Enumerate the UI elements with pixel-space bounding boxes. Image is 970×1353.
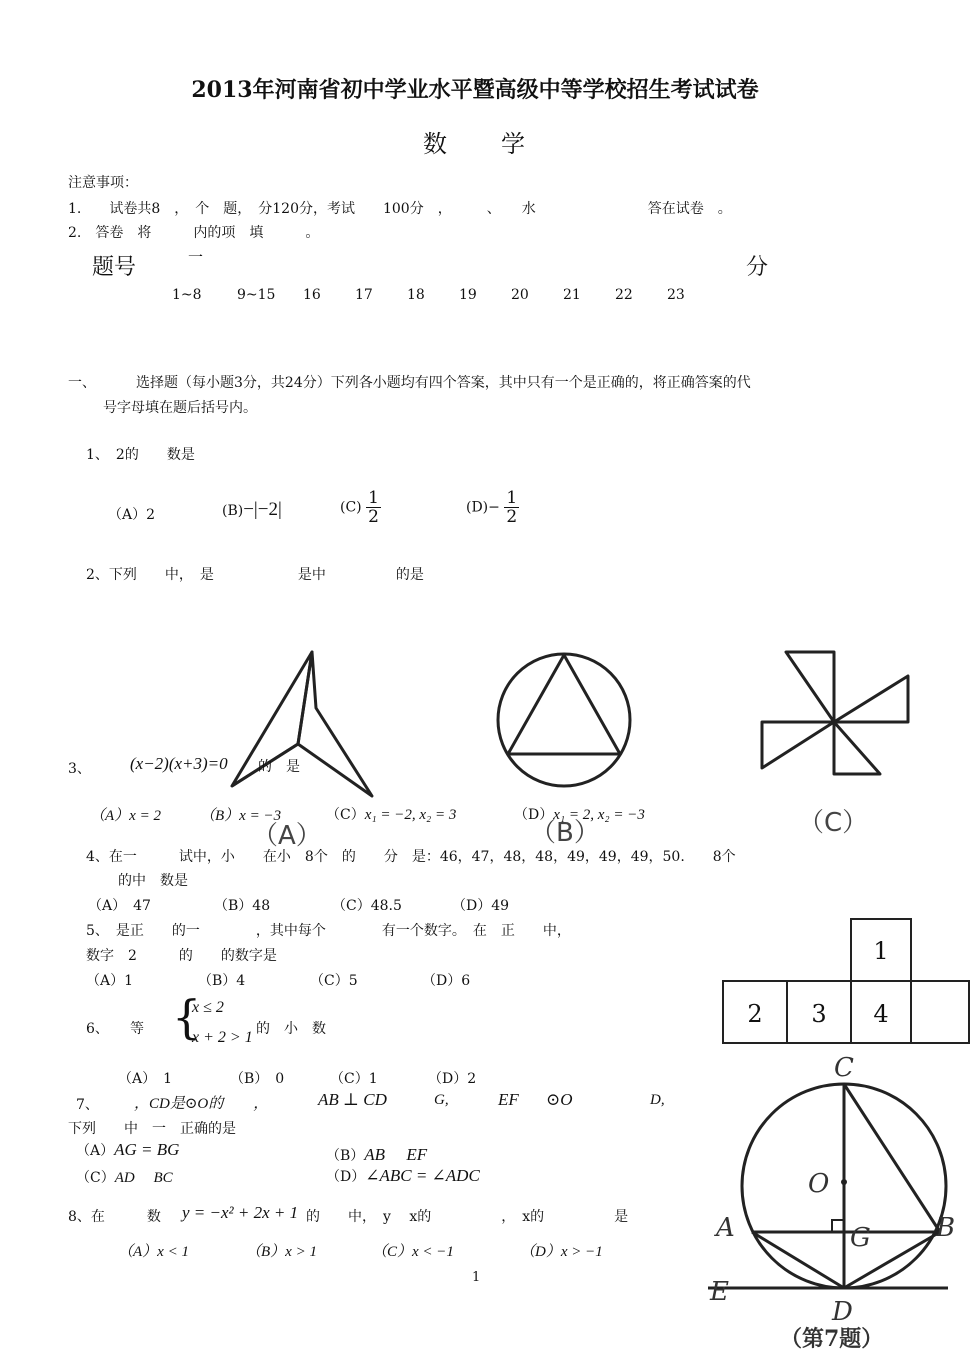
q8-stem-tail: 的 中， y x的 ， x的 是: [306, 1209, 629, 1225]
q3-option-a: （A）x = 2: [90, 808, 161, 824]
q7-point-g: G,: [434, 1092, 449, 1108]
score-col: 17: [355, 287, 373, 303]
score-col: 16: [303, 287, 321, 303]
cube-face-label: 1: [873, 937, 889, 965]
notice-heading: 注意事项：: [68, 175, 138, 191]
q4-option-c: （C）48.5: [332, 898, 402, 914]
q7-option-d-label: （D）: [326, 1169, 366, 1185]
q3-option-d-label: （D）: [514, 807, 554, 823]
fig-c-blade-top: [786, 652, 834, 722]
q5-stem-cont: 数字 2 的 的数字是: [86, 948, 277, 964]
cube-face-label: 3: [811, 1000, 827, 1028]
q7-option-b: [326, 1140, 427, 1165]
q7-option-d-expr: ∠ABC = ∠ADC: [365, 1166, 480, 1185]
q1-option-b: [222, 499, 282, 521]
q4-option-d: （D）49: [452, 898, 510, 914]
q2-figure-c: [758, 650, 918, 780]
q3-option-c-expr: x₁ = −2, x₂ = 3: [364, 807, 457, 823]
score-col: 9~15: [237, 287, 276, 303]
q7-option-a-expr: AG = BG: [114, 1140, 180, 1159]
q7-perpendicular: AB ⊥ CD: [318, 1090, 387, 1109]
fig-c-blade-right: [834, 676, 908, 722]
cube-face: [850, 980, 912, 1044]
q8-option-d: （D）x > −1: [520, 1244, 603, 1260]
fig-c-blade-left: [762, 722, 834, 768]
q7-option-b-label: （B）: [326, 1148, 365, 1164]
cube-face: [910, 980, 970, 1044]
score-col: 19: [459, 287, 477, 303]
q6-inequality-1: x ≤ 2: [192, 999, 224, 1016]
fig7-label-d: D: [832, 1297, 853, 1327]
q3-option-c-label: （C）: [326, 807, 365, 823]
q1-option-c-label: (C): [340, 499, 362, 516]
q7-option-d: [326, 1166, 480, 1186]
q4-option-a: （A） 47: [88, 898, 151, 914]
section-heading: 选择题（每小题3分，共24分）下列各小题均有四个答案，其中只有一个是正确的，将正确答案的代: [136, 375, 751, 391]
q5-stem: 5、 是正 的一 ，其中每个 有一个数字。 在 正 中，: [86, 923, 571, 939]
q7-figure-caption: （第7题）: [780, 1326, 884, 1352]
fig7-line-cb: [844, 1084, 940, 1232]
fig7-label-b: B: [936, 1213, 956, 1243]
q3-number: 3、: [68, 761, 91, 777]
q5-cube-net: [720, 918, 950, 1028]
fig7-line-ad: [752, 1232, 844, 1288]
score-col: 1~8: [172, 287, 202, 303]
subject-title: 数 学: [423, 130, 527, 158]
fig-c-blade-bottom: [834, 722, 880, 774]
q6-option-b: （B） 0: [230, 1071, 285, 1087]
score-col: 20: [511, 287, 529, 303]
q3-option-c: [326, 804, 456, 824]
score-col: 23: [667, 287, 685, 303]
q4-stem: 4、在一 试中，小 在小 8个 的 分 是：46，47，48，48，49，49，49，50. 8个: [86, 849, 736, 865]
q2-stem: 2、下列 中， 是 是中 的是: [86, 567, 424, 583]
q3-stem-tail: 的 是: [258, 759, 300, 775]
q7-circle-o: ⊙O: [546, 1090, 573, 1109]
page-title: 2013年河南省初中学业水平暨高级中等学校招生考试试卷: [191, 77, 759, 103]
q6-inequality-2: x + 2 > 1: [192, 1029, 253, 1046]
q7-option-c: [76, 1166, 173, 1187]
fig7-label-a: A: [716, 1213, 735, 1243]
score-col: 21: [563, 287, 581, 303]
fig-a-blade-2: [298, 652, 372, 796]
q7-option-a-label: （A）: [76, 1143, 115, 1159]
cube-face-label: 2: [747, 1000, 763, 1028]
fig7-label-o: O: [808, 1169, 830, 1199]
q1-option-b-label: (B): [222, 503, 244, 519]
q7-option-a: [76, 1140, 179, 1160]
q6-brace: {: [172, 990, 202, 1044]
q5-option-b: （B）4: [198, 973, 246, 989]
q8-function: y = −x² + 2x + 1: [182, 1203, 299, 1222]
q6-stem: 等: [130, 1021, 144, 1037]
q1-stem: 1、 2的 数是: [86, 447, 195, 463]
q2-figure-b: [496, 652, 636, 792]
fraction-numerator: 1: [368, 488, 379, 508]
q7-line-ef: EF: [498, 1090, 519, 1109]
cube-face: [786, 980, 852, 1044]
q7-stem: ，CD是⊙O的 ，: [134, 1096, 269, 1112]
fig7-label-g: G: [850, 1223, 871, 1253]
q1-option-c: [340, 489, 381, 526]
fraction-numerator: 1: [506, 488, 518, 508]
q8-option-b: （B）x > 1: [246, 1244, 317, 1260]
q2-figure-c-label: （C）: [798, 808, 869, 838]
q7-stem-cont: 下列 中 一 正确的是: [68, 1121, 236, 1137]
q5-option-d: （D）6: [422, 973, 471, 989]
q1-option-d-label: (D)−: [466, 499, 500, 516]
section-number: 一、: [68, 375, 96, 391]
score-table-first: 一: [188, 248, 204, 266]
page-number: 1: [472, 1270, 481, 1285]
q6-option-c: （C）1: [330, 1071, 378, 1087]
q6-stem-tail: 的 小 数: [256, 1021, 326, 1037]
fraction-denominator: 2: [506, 507, 518, 527]
q6-option-d: （D）2: [428, 1071, 477, 1087]
fig7-label-e: E: [710, 1277, 729, 1307]
q7-point-d: D,: [650, 1092, 665, 1108]
q4-option-b: （B）48: [214, 898, 271, 914]
q1-option-d: [466, 489, 519, 526]
fig7-right-angle: [832, 1220, 844, 1232]
q1-option-b-expr: −|−2|: [243, 499, 282, 520]
q8-stem: 8、在 数: [68, 1209, 161, 1225]
q3-option-d: [514, 804, 645, 824]
q3-equation: (x−2)(x+3)=0: [130, 754, 228, 773]
score-col: 18: [407, 287, 425, 303]
q8-option-c: （C）x < −1: [372, 1244, 454, 1260]
q1-option-d-fraction: [504, 489, 519, 526]
fig7-center-dot: [841, 1179, 847, 1185]
q4-stem-cont: 的中 数是: [118, 873, 188, 889]
q6-number: 6、: [86, 1021, 109, 1037]
q1-option-a: （A）2: [108, 507, 156, 523]
q7-option-c-expr: AD BC: [114, 1170, 173, 1186]
q3-option-b: （B）x = −3: [200, 808, 282, 824]
q5-option-a: （A）1: [86, 973, 134, 989]
notice-line-2: 2. 答卷 将 内的项 填 。: [68, 225, 320, 241]
q1-option-c-fraction: [366, 489, 381, 526]
q3-option-d-expr: x₁ = 2, x₂ = −3: [553, 807, 645, 823]
q7-figure: [708, 1052, 956, 1342]
q8-option-a: （A）x < 1: [118, 1244, 189, 1260]
q2-figure-a: [228, 648, 378, 818]
q2-figure-a-label: （A）: [252, 821, 322, 851]
cube-face-label: 4: [873, 1000, 889, 1028]
q7-number: 7、: [76, 1097, 99, 1113]
fig7-label-c: C: [834, 1053, 854, 1083]
notice-line-1: 1. 试卷共8 ， 个 题， 分120分，考试 100分 ， 、 水 答在试卷 。: [68, 201, 732, 217]
score-col: 22: [615, 287, 633, 303]
score-table-label: 题号: [92, 255, 137, 280]
score-table-score: 分: [746, 255, 769, 280]
cube-face: [722, 980, 788, 1044]
q2-figure-b-label: （B）: [530, 818, 600, 848]
q7-option-c-label: （C）: [76, 1170, 115, 1186]
fraction-denominator: 2: [368, 507, 379, 527]
q7-option-b-expr: AB EF: [364, 1145, 428, 1164]
q6-option-a: （A） 1: [118, 1071, 173, 1087]
cube-face: [850, 918, 912, 982]
section-heading-cont: 号字母填在题后括号内。: [103, 400, 257, 416]
q5-option-c: （C）5: [310, 973, 358, 989]
